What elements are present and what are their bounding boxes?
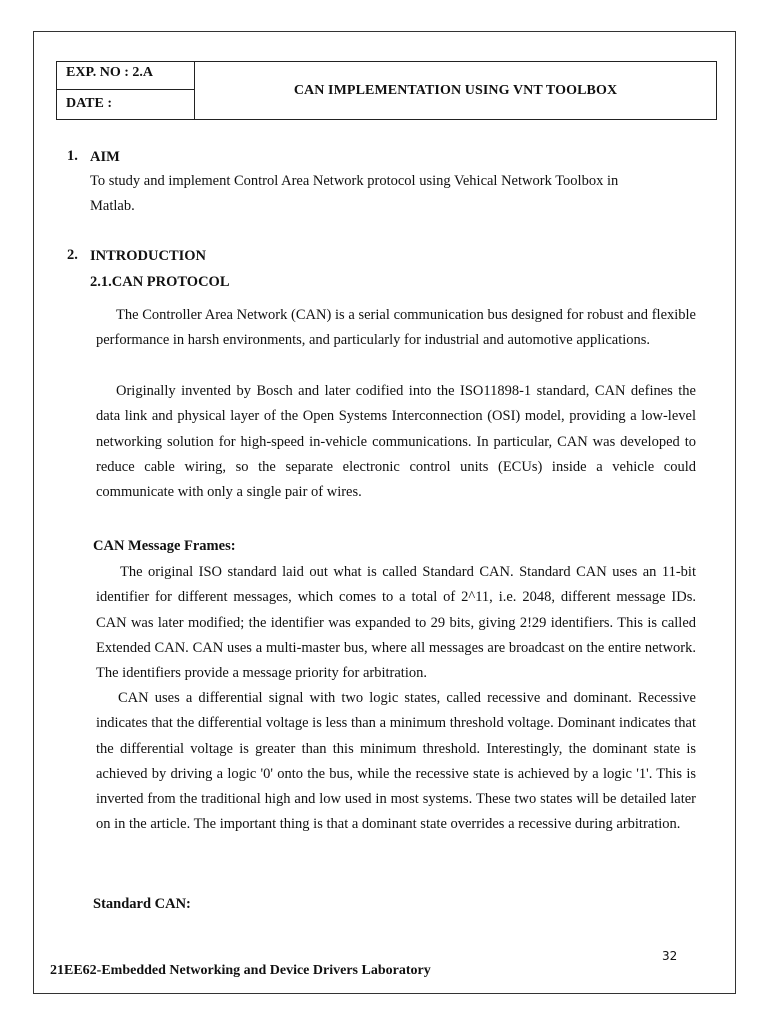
- intro-number: 2.: [67, 247, 78, 263]
- page-number: 32: [662, 949, 678, 963]
- exp-no-cell: EXP. NO : 2.A: [57, 62, 194, 90]
- frames-paragraph-1: The original ISO standard laid out what is called Standard CAN. Standard CAN uses an 11-bit identifier for different messages, which comes to a total of 2^11, i.e. 2048, different message IDs. CAN was later modified; the identifier was expanded to 29 bits, giving 2!29 identifiers. This is called Extended CAN. CAN uses a multi-master bus, where all messages are broadcast on the entire network. The identifiers provide a message priority for arbitration.: [96, 564, 696, 682]
- aim-number: 1.: [67, 148, 78, 164]
- message-frames-heading: CAN Message Frames:: [93, 538, 236, 554]
- aim-heading: AIM: [90, 149, 120, 165]
- can-protocol-subheading: 2.1.CAN PROTOCOL: [90, 274, 230, 290]
- standard-can-heading: Standard CAN:: [93, 896, 191, 912]
- experiment-header-table: [56, 61, 717, 120]
- aim-text-line1: To study and implement Control Area Network protocol using Vehical Network Toolbox in: [90, 173, 619, 189]
- frames-paragraph-2: CAN uses a differential signal with two logic states, called recessive and dominant. Recessive indicates that the differential voltage is less than a minimum threshold voltage. Dominant indicates that the differential voltage is greater than this minimum threshold. Interestingly, the dominant state is achieved by driving a logic '0' onto the bus, while the recessive state is achieved by a logic '1'. This is inverted from the traditional high and low used in most systems. These two states will be detailed later on in the article. The important thing is that a dominant state overrides a recessive during arbitration.: [96, 690, 696, 833]
- date-cell: DATE :: [66, 96, 113, 111]
- aim-text-line2: Matlab.: [90, 198, 135, 214]
- experiment-title: CAN IMPLEMENTATION USING VNT TOOLBOX: [293, 82, 618, 98]
- lab-name-footer: 21EE62-Embedded Networking and Device Drivers Laboratory: [50, 963, 431, 978]
- intro-paragraph-2: Originally invented by Bosch and later codified into the ISO11898-1 standard, CAN defines the data link and physical layer of the Open Systems Interconnection (OSI) model, providing a low-level networking solution for high-speed in-vehicle communications. In particular, CAN was developed to reduce cable wiring, so the separate electronic control units (ECUs) inside a vehicle could communicate with only a single pair of wires.: [96, 383, 696, 501]
- intro-heading: INTRODUCTION: [90, 248, 207, 264]
- intro-paragraph-1: The Controller Area Network (CAN) is a serial communication bus designed for robust and flexible performance in harsh environments, and particularly for industrial and automotive applications.: [96, 307, 696, 349]
- header-left-column: [57, 62, 195, 119]
